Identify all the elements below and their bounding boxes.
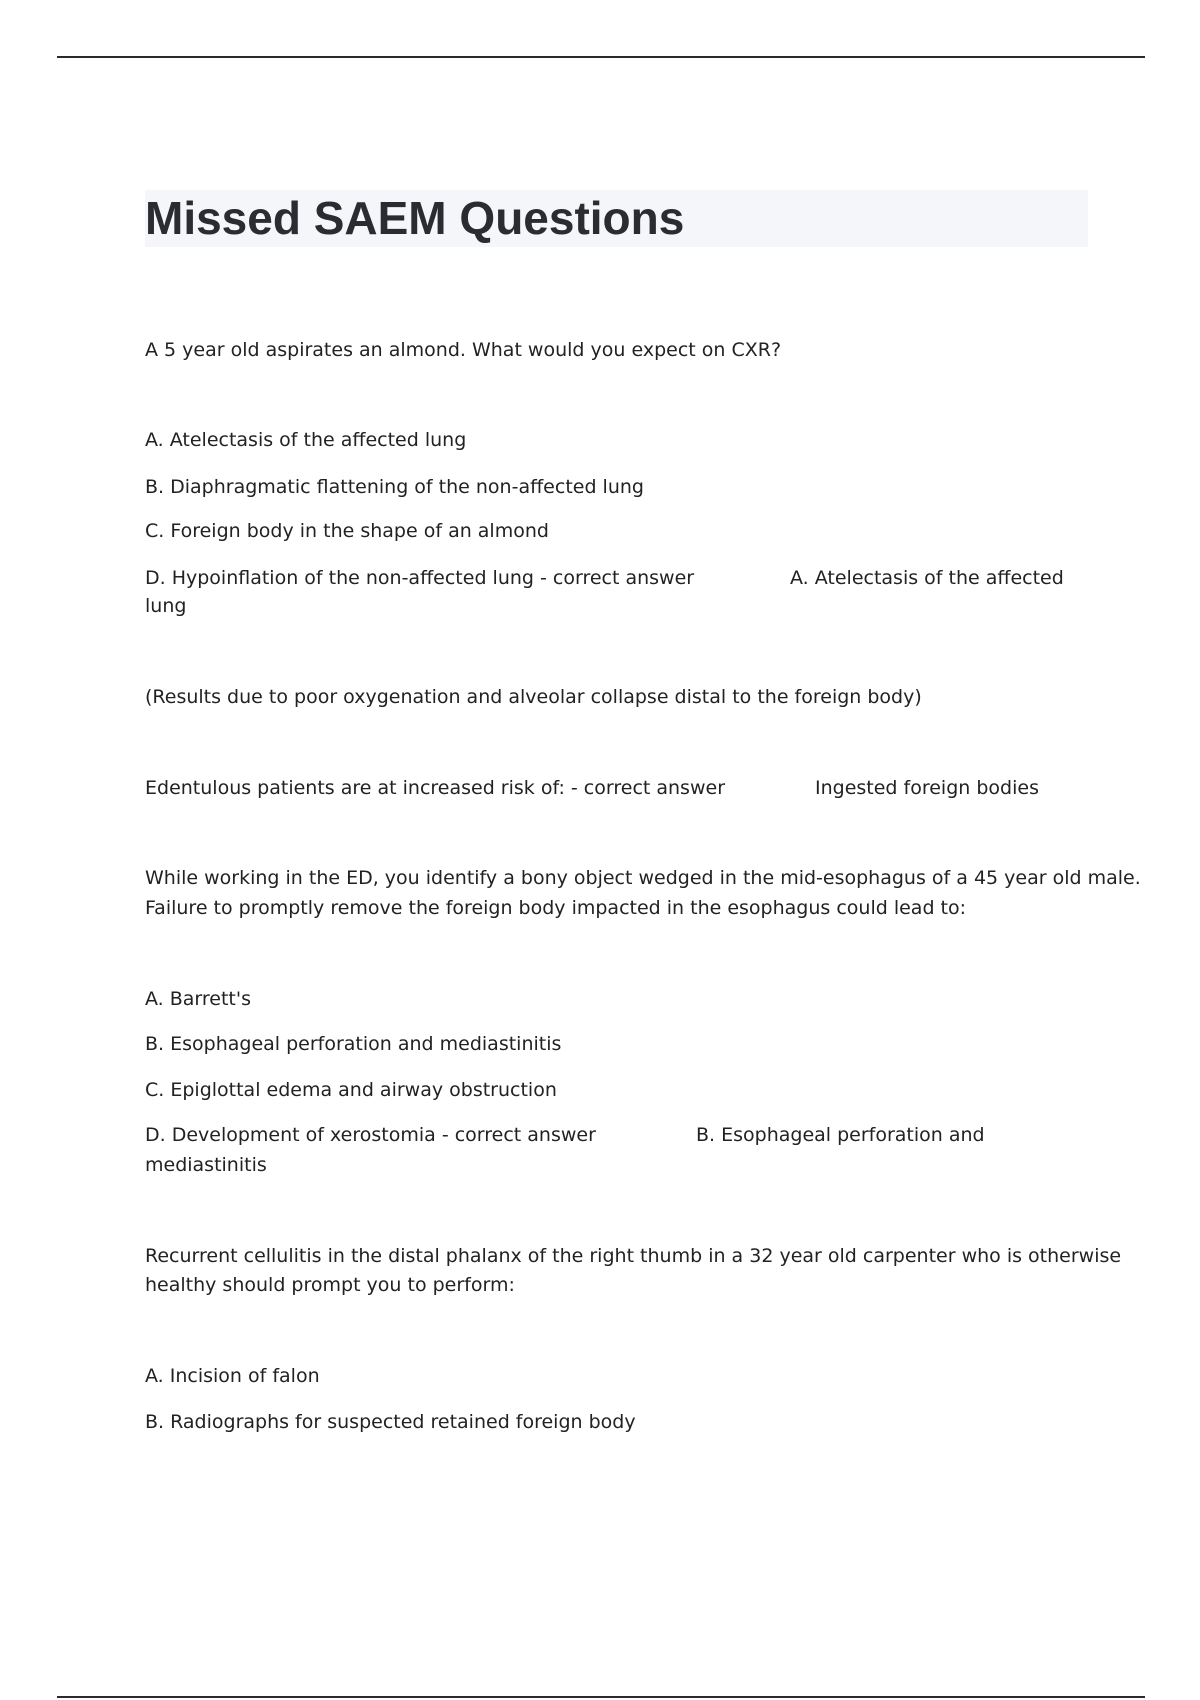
q3-answer-continued: mediastinitis <box>145 1154 267 1176</box>
page-title: Missed SAEM Questions <box>145 192 685 244</box>
q3-option-d: D. Development of xerostomia - correct answer <box>145 1124 596 1146</box>
bottom-rule <box>57 1696 1145 1698</box>
q3-answer: B. Esophageal perforation and <box>696 1124 985 1146</box>
q2-stem: Edentulous patients are at increased risk of: - correct answer <box>145 777 726 799</box>
q1-stem: A 5 year old aspirates an almond. What would you expect on CXR? <box>145 339 782 361</box>
q3-stem-line1: While working in the ED, you identify a bony object wedged in the mid-esophagus of a 45 year old male. <box>145 867 1141 889</box>
q2-answer: Ingested foreign bodies <box>815 777 1039 799</box>
q3-option-c: C. Epiglottal edema and airway obstruction <box>145 1079 557 1101</box>
q1-explanation: (Results due to poor oxygenation and alveolar collapse distal to the foreign body) <box>145 686 922 708</box>
q1-option-a: A. Atelectasis of the affected lung <box>145 429 467 451</box>
q3-stem-line2: Failure to promptly remove the foreign body impacted in the esophagus could lead to: <box>145 897 967 919</box>
q1-answer: A. Atelectasis of the affected <box>790 567 1064 589</box>
title-banner <box>145 190 1088 247</box>
q3-option-b: B. Esophageal perforation and mediastinitis <box>145 1033 562 1055</box>
q3-option-a: A. Barrett's <box>145 988 252 1010</box>
q4-stem-line1: Recurrent cellulitis in the distal phalanx of the right thumb in a 32 year old carpenter who is otherwise <box>145 1245 1122 1267</box>
q1-option-c: C. Foreign body in the shape of an almond <box>145 520 549 542</box>
q1-option-d: D. Hypoinflation of the non-affected lung - correct answer <box>145 567 695 589</box>
q4-stem-line2: healthy should prompt you to perform: <box>145 1274 515 1296</box>
q4-option-a: A. Incision of falon <box>145 1365 320 1387</box>
q1-option-b: B. Diaphragmatic flattening of the non-affected lung <box>145 476 644 498</box>
q4-option-b: B. Radiographs for suspected retained foreign body <box>145 1411 636 1433</box>
top-rule <box>57 56 1145 58</box>
q1-answer-continued: lung <box>145 595 187 617</box>
